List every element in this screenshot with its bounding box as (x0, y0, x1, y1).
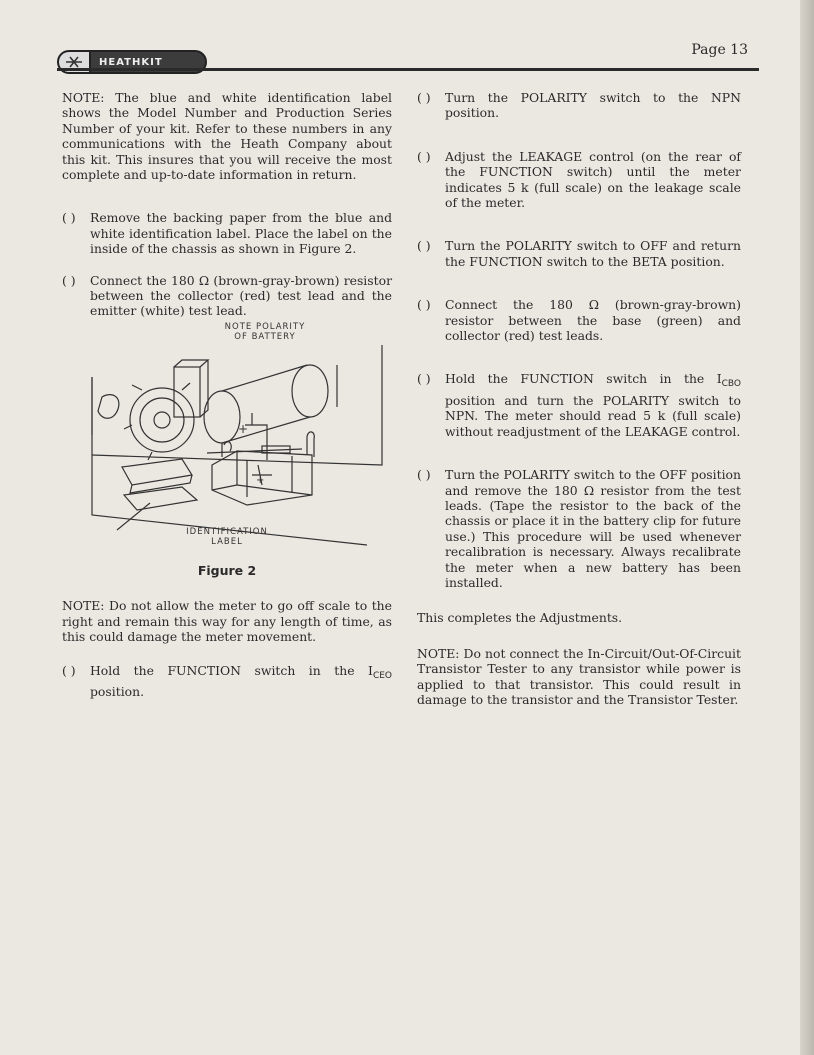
step-text: Remove the backing paper from the blue and white identification label. Place the label on the inside of the chassis as shown in Figure 2. (90, 210, 392, 257)
checkbox[interactable]: ( ) (62, 272, 76, 288)
step-adjust-leakage (417, 149, 741, 211)
step-remove-backing (62, 210, 392, 256)
checkbox[interactable]: ( ) (417, 371, 431, 387)
page-edge (800, 0, 814, 1055)
checkbox[interactable]: ( ) (417, 90, 431, 105)
step-connect-resistor (62, 273, 392, 319)
step-hold-function-iceo (62, 663, 392, 700)
step-text: Turn the POLARITY switch to the NPN position. (445, 90, 741, 121)
step-polarity-off (417, 238, 741, 269)
step-text: Adjust the LEAKAGE control (on the rear of the FUNCTION switch) until the meter indicates 5 k (full scale) on the leakage scale of the meter. (445, 148, 741, 211)
step-hold-function-icbo (417, 371, 741, 439)
note-power-warning: NOTE: Do not connect the In-Circuit/Out-Of-Circuit Transistor Tester to any transistor while power is applied to that transistor. This could result in damage to the transistor and the Transistor Tester. (417, 645, 741, 707)
polarity-label: NOTE POLARITY OF BATTERY (224, 321, 306, 342)
checkbox[interactable]: ( ) (62, 210, 76, 226)
note-off-scale: NOTE: Do not allow the meter to go off scale to the right and remain this way for any length of time, as this could damage the meter movement. (62, 598, 392, 645)
checkbox[interactable]: ( ) (417, 148, 431, 164)
checkbox[interactable]: ( ) (62, 662, 76, 678)
completes-adjustments: This completes the Adjustments. (417, 610, 623, 626)
step-remove-resistor (417, 467, 741, 590)
right-column (417, 90, 741, 707)
step-connect-base-collector (417, 297, 741, 343)
figure-2 (62, 321, 392, 555)
header-rule (57, 68, 759, 71)
svg-text:+: + (256, 474, 265, 486)
identification-label-callout: IDENTIFICATION LABEL (186, 526, 268, 547)
logo-text: HEATHKIT (99, 56, 163, 68)
step-text: Hold the FUNCTION switch in the $I_{CEO}$ position. (90, 662, 392, 699)
figure-caption: Figure 2 (197, 562, 257, 578)
chassis-illustration (62, 325, 392, 555)
left-column (62, 90, 392, 699)
checkbox[interactable]: ( ) (417, 238, 431, 254)
step-text: Turn the POLARITY switch to OFF and return the FUNCTION switch to the BETA position. (445, 238, 741, 269)
note-identification: NOTE: The blue and white identification label shows the Model Number and Production Series Number of your kit. Refer to these numbers in any communications with the Heath Company about this kit. This insures that you will receive the most complete and up-to-date information in return. (62, 90, 392, 183)
step-text: Turn the POLARITY switch to the OFF position and remove the 180 Ω resistor from the test leads. (Tape the resistor to the back of the chassis or place it in the battery clip for future use.) This procedure will be used whenever recalibration is necessary. Always recalibrate the meter when a new battery has been installed. (445, 467, 741, 590)
svg-text:+: + (238, 421, 249, 436)
checkbox[interactable]: ( ) (417, 297, 431, 313)
page-number: Page 13 (691, 42, 748, 58)
checkbox[interactable]: ( ) (417, 467, 431, 483)
step-polarity-npn (417, 90, 741, 121)
step-text: Connect the 180 Ω (brown-gray-brown) resistor between the base (green) and collector (red) test leads. (445, 297, 741, 344)
step-text: Hold the FUNCTION switch in the $I_{CBO}$ position and turn the POLARITY switch to NPN. The meter should read 5 k (full scale) without readjustment of the LEAKAGE control. (445, 371, 741, 439)
step-text: Connect the 180 Ω (brown-gray-brown) resistor between the collector (red) test lead and the emitter (white) test lead. (90, 272, 392, 319)
